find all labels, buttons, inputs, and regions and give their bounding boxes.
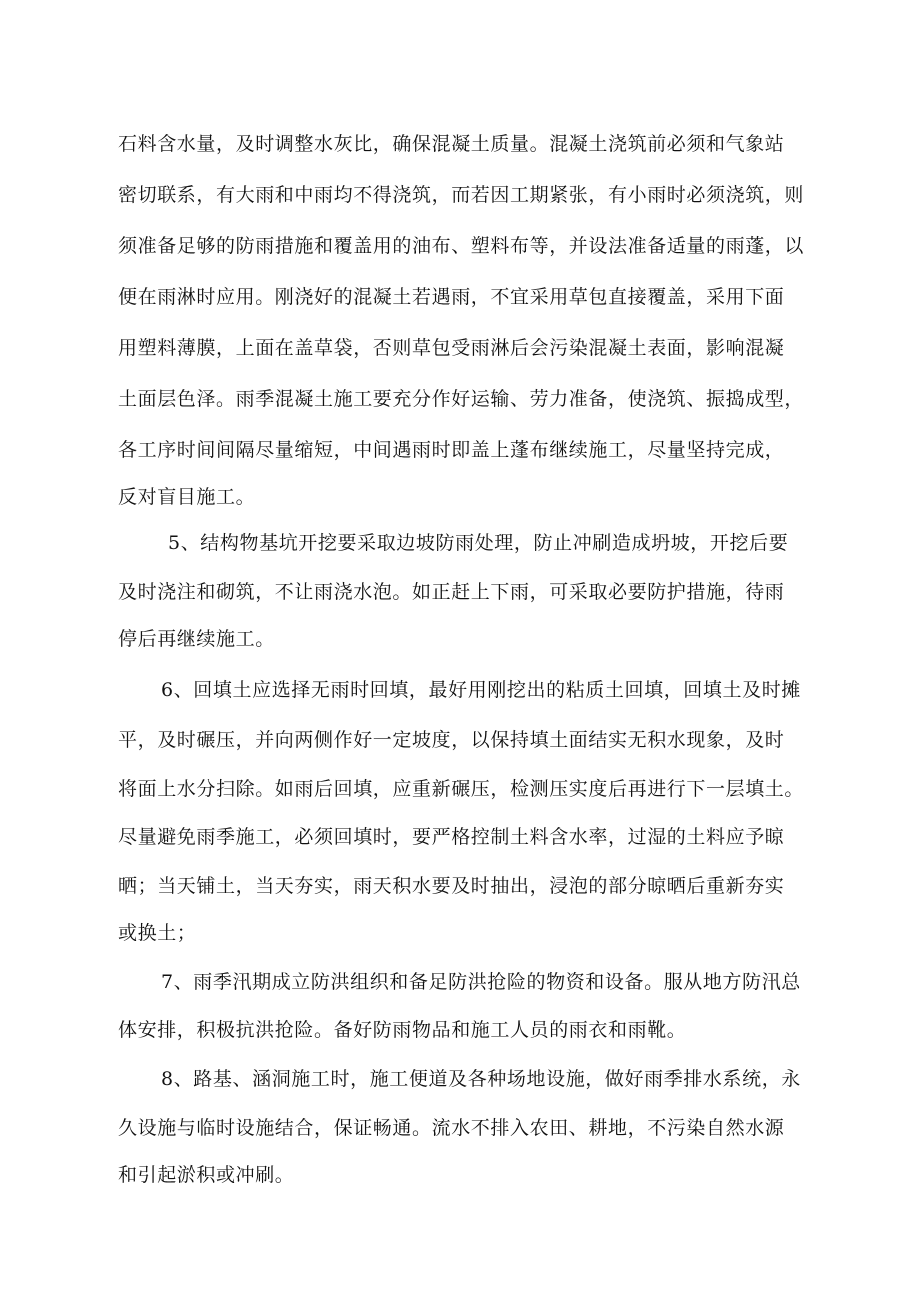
text-line: 将面上水分扫除。如雨后回填，应重新碾压，检测压实度后再进行下一层填土。 <box>118 778 805 800</box>
text-line: 体安排，积极抗洪抢险。备好防雨物品和施工人员的雨衣和雨靴。 <box>118 1019 687 1041</box>
text-line: 和引起淤积或冲刷。 <box>118 1164 295 1186</box>
text-line: 尽量避免雨季施工，必须回填时，要严格控制土料含水率，过湿的土料应予晾 <box>118 826 785 848</box>
text-line: 晒；当天铺土，当天夯实，雨天积水要及时抽出，浸泡的部分晾晒后重新夯实 <box>118 875 785 897</box>
text-line: 及时浇注和砌筑，不让雨浇水泡。如正赶上下雨，可采取必要防护措施，待雨 <box>118 581 785 603</box>
text-line: 反对盲目施工。 <box>118 486 256 508</box>
text-line: 5、结构物基坑开挖要采取边坡防雨处理，防止冲刷造成坍坡，开挖后要 <box>168 532 789 554</box>
text-line: 停后再继续施工。 <box>118 628 275 650</box>
text-line: 8、路基、涵洞施工时，施工便道及各种场地设施，做好雨季排水系统，永 <box>161 1068 801 1090</box>
text-line: 便在雨淋时应用。刚浇好的混凝土若遇雨，不宜采用草包直接覆盖，采用下面 <box>118 286 785 308</box>
text-line: 7、雨季汛期成立防洪组织和备足防洪抢险的物资和设备。服从地方防汛总 <box>161 971 801 993</box>
text-line: 石料含水量，及时调整水灰比，确保混凝土质量。混凝土浇筑前必须和气象站 <box>118 133 785 155</box>
text-line: 或换土； <box>118 922 197 944</box>
text-line: 土面层色泽。雨季混凝土施工要充分作好运输、劳力准备，使浇筑、振捣成型， <box>118 388 805 410</box>
text-line: 各工序时间间隔尽量缩短，中间遇雨时即盖上蓬布继续施工，尽量坚持完成， <box>118 439 785 461</box>
text-line: 密切联系，有大雨和中雨均不得浇筑，而若因工期紧张，有小雨时必须浇筑，则 <box>118 184 805 206</box>
text-line: 用塑料薄膜，上面在盖草袋，否则草包受雨淋后会污染混凝土表面，影响混凝 <box>118 337 785 359</box>
text-line: 须准备足够的防雨措施和覆盖用的油布、塑料布等，并设法准备适量的雨蓬，以 <box>118 235 805 257</box>
text-line: 平，及时碾压，并向两侧作好一定坡度，以保持填土面结实无积水现象，及时 <box>118 729 785 751</box>
text-line: 6、回填土应选择无雨时回填，最好用刚挖出的粘质土回填，回填土及时摊 <box>161 679 801 701</box>
text-line: 久设施与临时设施结合，保证畅通。流水不排入农田、耕地，不污染自然水源 <box>118 1117 785 1139</box>
